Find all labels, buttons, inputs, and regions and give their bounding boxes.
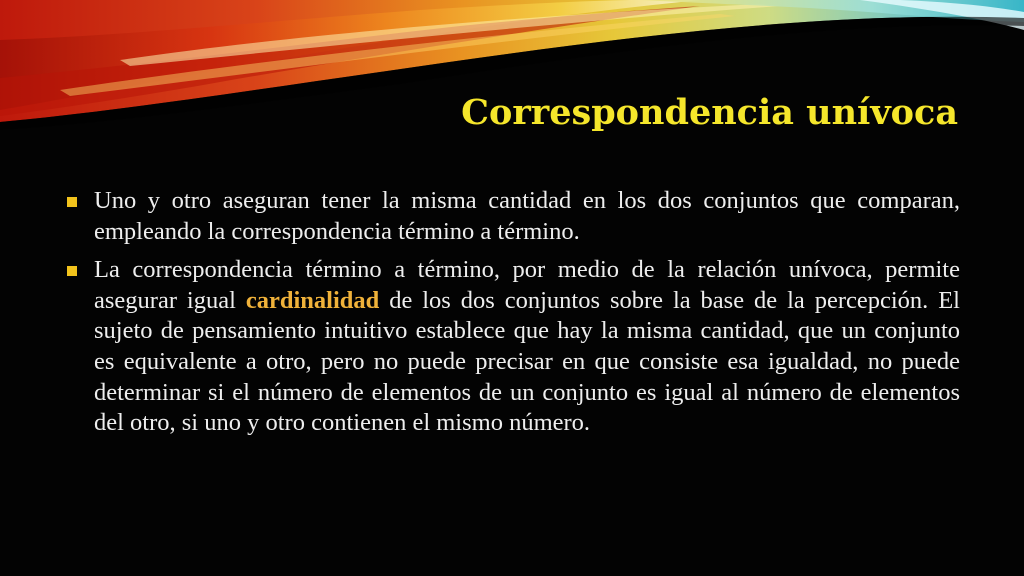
bullet-text-before: La correspondencia término a término, por medio de la relación unívoca, permite asegurar igual xyxy=(94,256,960,314)
square-bullet-icon xyxy=(67,197,77,207)
bullet-list xyxy=(64,186,960,447)
bullet-text-after: de los dos conjuntos sobre la base de la percepción. El sujeto de pensamiento intuitivo establece que hay la misma cantidad, que un conjunto es equivalente a otro, pero no puede precisar en que consiste esa igualdad, no puede determinar si el número de elementos de un conjunto es igual al número de elementos del otro, si uno y otro contienen el mismo número. xyxy=(94,286,960,437)
bullet-item xyxy=(64,186,960,247)
highlighted-term: cardinalidad xyxy=(245,286,380,314)
bullet-item xyxy=(64,255,960,439)
slide-title: Correspondencia unívoca xyxy=(461,92,958,133)
bullet-text: Uno y otro aseguran tener la misma cantidad en los dos conjuntos que comparan, empleando la correspondencia término a término. xyxy=(94,187,960,245)
square-bullet-icon xyxy=(67,266,77,276)
